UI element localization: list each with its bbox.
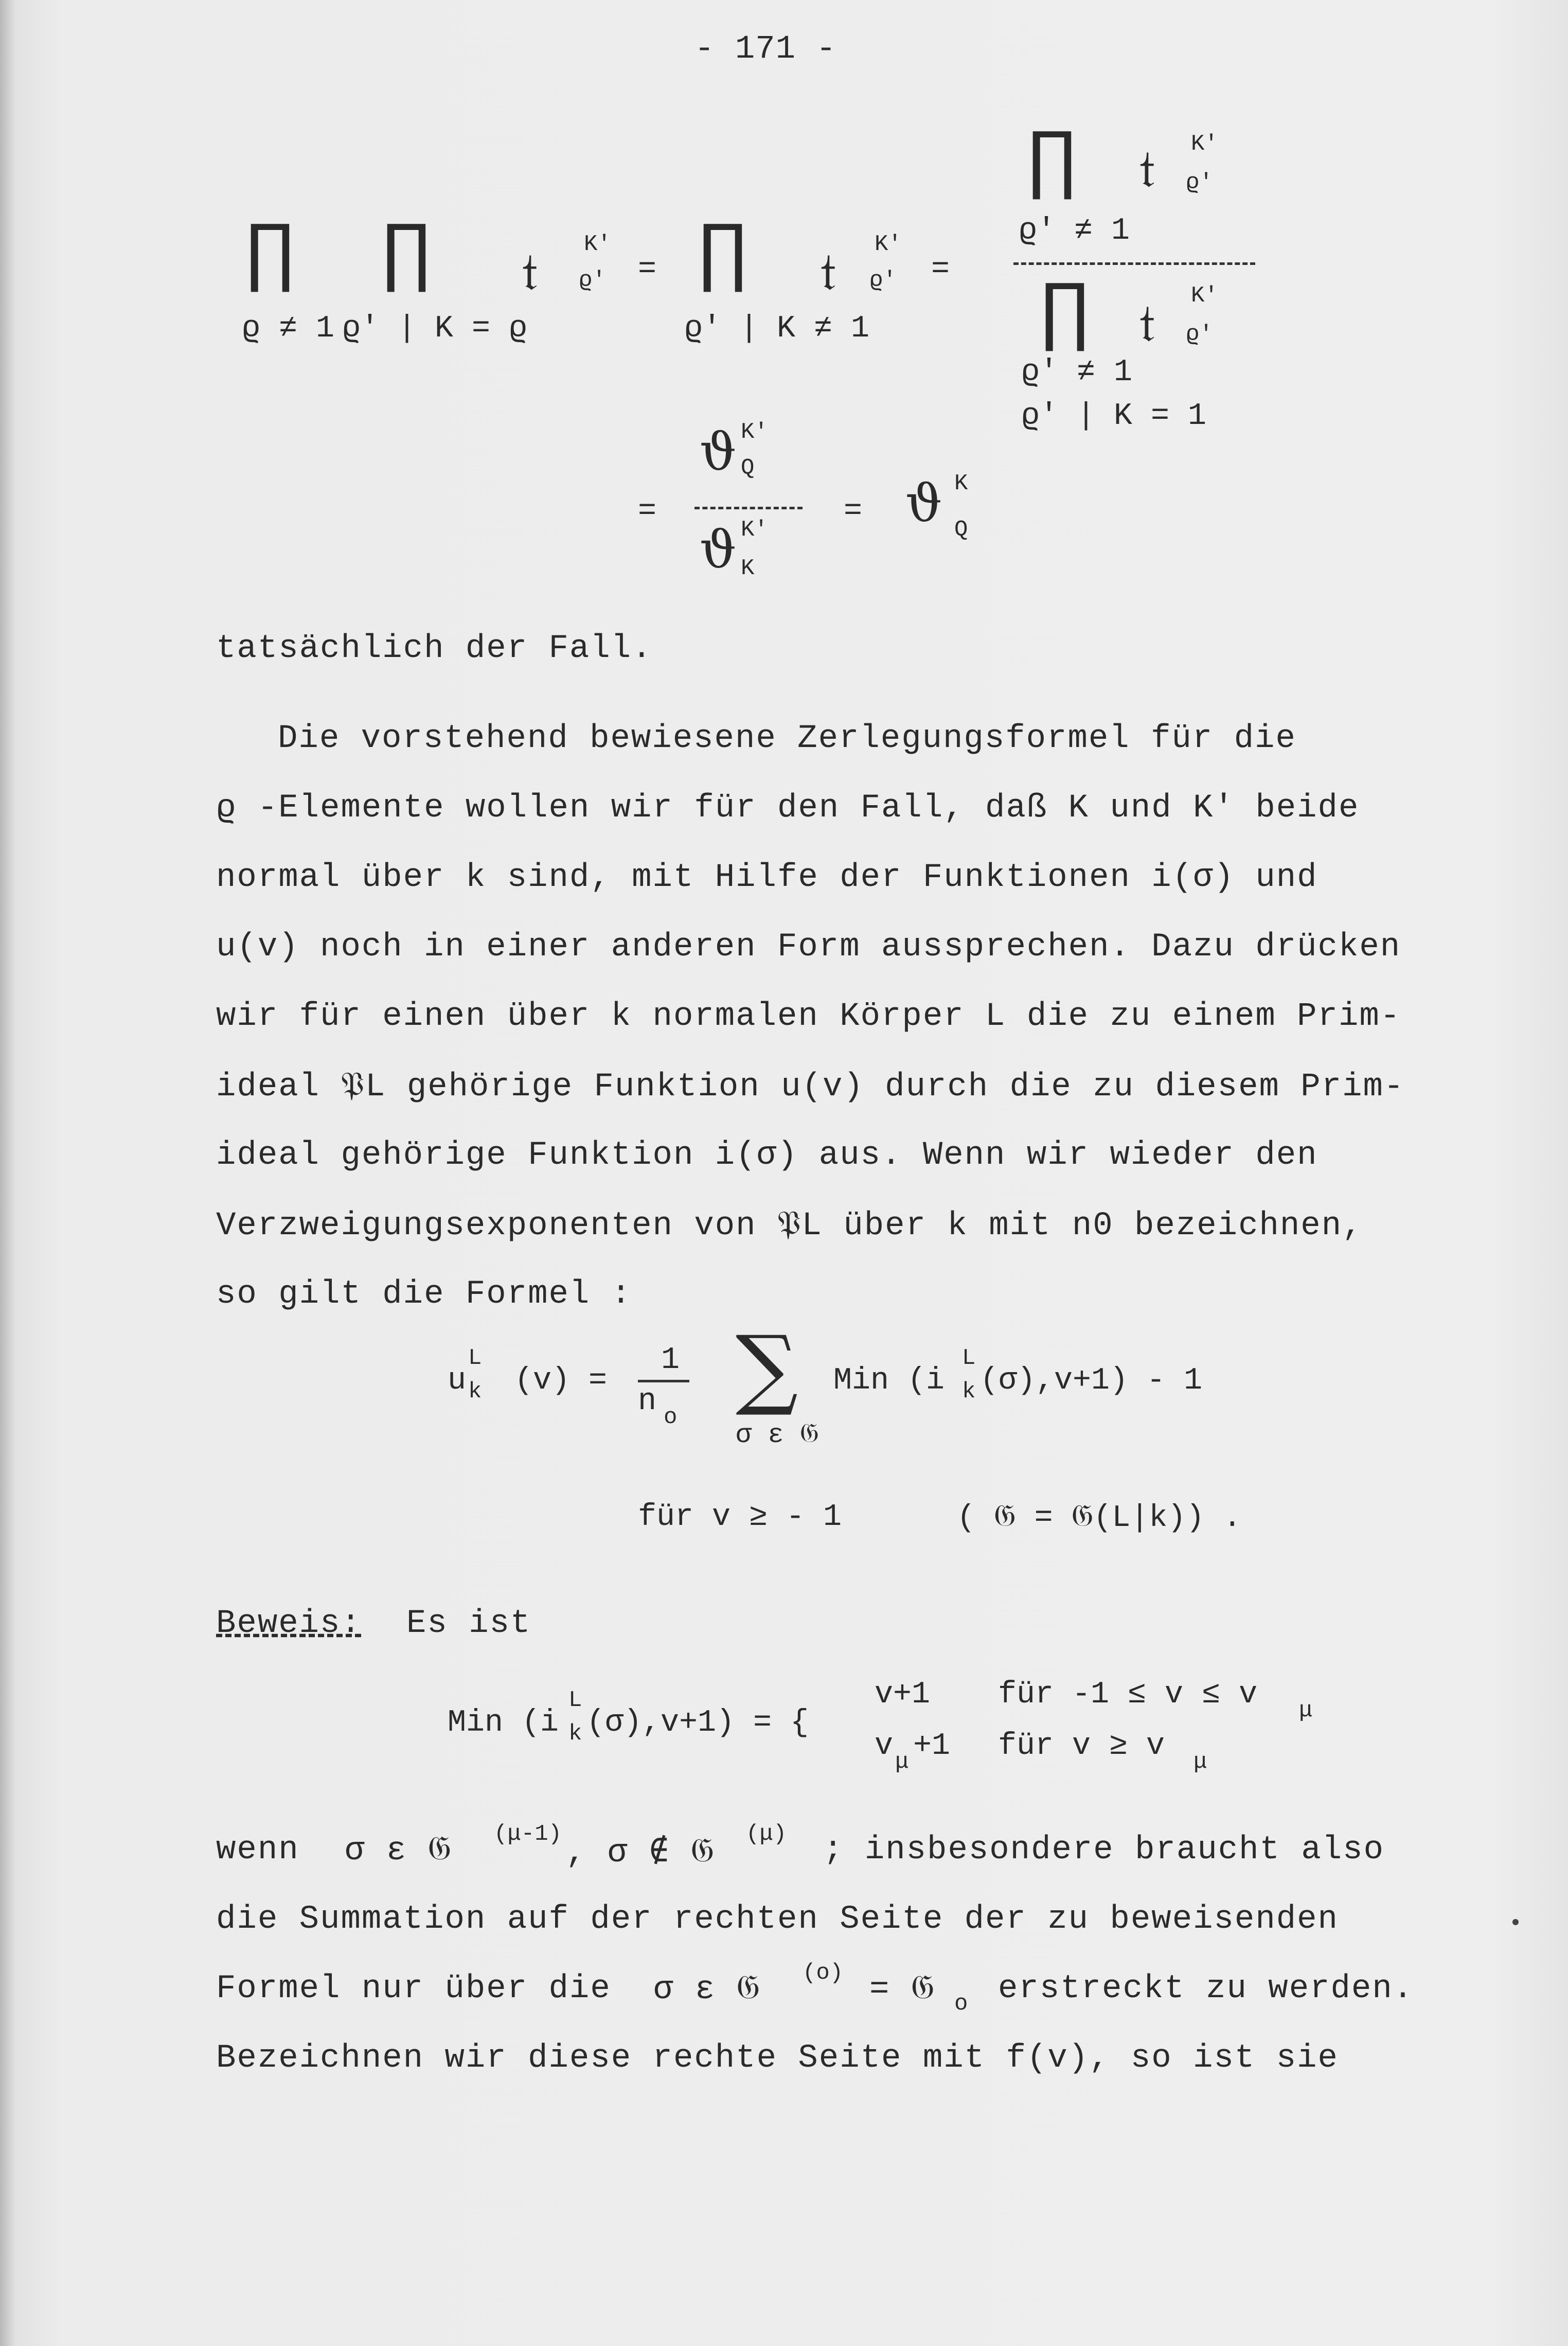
theta-result-sup: K (954, 471, 968, 496)
fraction-denominator-var: 𝔱 (1139, 293, 1155, 353)
var-t-1-sub: ϱ' (579, 268, 606, 293)
fraction-bar-2 (694, 507, 803, 509)
fraction-denominator-subscript-1: ϱ' ≠ 1 (1021, 355, 1133, 390)
closing-line-3a: Formel nur über die (216, 1970, 611, 2007)
u-condition-2: ( 𝔊 = 𝔊(L|k)) . (957, 1501, 1242, 1536)
text-line-8: ideal gehörige Funktion i(σ) aus. Wenn wir wieder den (216, 1137, 1318, 1174)
sum-subscript: σ ε 𝔊 (736, 1420, 819, 1450)
u-frac-den: n (638, 1384, 657, 1419)
closing-line-3b-sup: (o) (803, 1960, 844, 1986)
theta-denominator-sup: K' (741, 517, 768, 543)
fraction-numerator-sup: K' (1191, 131, 1218, 157)
case-1-condition-sub: μ (1299, 1698, 1313, 1723)
product-symbol-3: ∏ (700, 211, 746, 298)
var-t-2-sub: ϱ' (869, 268, 897, 293)
closing-line-1c-sup: (μ) (746, 1821, 787, 1847)
equals-2: = (931, 252, 950, 287)
closing-line-3b: σ ε 𝔊 (653, 1971, 761, 2009)
u-condition: für v ≥ - 1 (638, 1500, 842, 1535)
closing-line-1b-sup: (μ-1) (494, 1821, 562, 1847)
equals-1: = (638, 252, 657, 287)
case-2-value-tail: +1 (913, 1729, 951, 1764)
text-line-10: so gilt die Formel : (216, 1276, 632, 1313)
theta-result: ϑ (905, 473, 942, 534)
beweis-label: Beweis: (216, 1605, 362, 1642)
u-frac-den-sub: o (664, 1405, 678, 1430)
equals-4: = (844, 494, 863, 529)
page-number: - 171 - (694, 31, 836, 68)
fraction-bar-1 (1013, 262, 1255, 265)
theta-numerator-sup: K' (741, 419, 768, 445)
theta-numerator-sub: Q (741, 455, 755, 481)
text-line-7: ideal 𝔓L gehörige Funktion u(v) durch die zu diesem Prim- (216, 1069, 1405, 1106)
u-rhs-tail: (σ),v+1) - 1 (980, 1363, 1203, 1398)
u-rhs-sup: L (962, 1345, 976, 1371)
case-1-condition: für -1 ≤ v ≤ v (998, 1677, 1258, 1712)
min-lhs: Min (i (448, 1705, 559, 1740)
text-line-3: ϱ -Elemente wollen wir für den Fall, daß K und K' beide (216, 790, 1360, 827)
u-frac-bar (638, 1380, 689, 1382)
u-rhs: Min (i (833, 1363, 945, 1398)
closing-line-2: die Summation auf der rechten Seite der zu beweisenden (216, 1901, 1339, 1938)
beweis-text: Es ist (406, 1605, 531, 1642)
closing-line-1b: σ ε 𝔊 (345, 1833, 453, 1870)
min-lhs-tail: (σ),v+1) = { (586, 1705, 809, 1740)
var-t-2-sup: K' (875, 232, 902, 257)
u-frac-num: 1 (661, 1343, 680, 1378)
var-t-1-sup: K' (584, 232, 611, 257)
product-symbol-1: ∏ (247, 211, 294, 298)
sum-symbol: ∑ (736, 1317, 798, 1419)
fraction-denominator-sub: ϱ' (1186, 322, 1213, 347)
case-2-value: v (875, 1729, 894, 1764)
u-arg: (v) = (514, 1363, 608, 1398)
theta-denominator-sub: K (741, 556, 755, 581)
u-lhs-sup: L (468, 1345, 482, 1371)
text-line-2: Die vorstehend bewiesene Zerlegungsformel für die (278, 720, 1296, 757)
fraction-numerator-product: ∏ (1029, 118, 1076, 206)
text-line-6: wir für einen über k normalen Körper L die zu einem Prim- (216, 998, 1401, 1035)
product-2-subscript: ϱ' | K = ϱ (342, 311, 528, 346)
fraction-denominator-sup: K' (1191, 283, 1218, 309)
u-lhs-sub: k (468, 1379, 482, 1405)
text-line-9: Verzweigungsexponenten von 𝔓L über k mit n0 bezeichnen, (216, 1207, 1363, 1245)
text-line-4: normal über k sind, mit Hilfe der Funktionen i(σ) und (216, 859, 1318, 896)
product-1-subscript: ϱ ≠ 1 (242, 311, 335, 346)
product-symbol-2: ∏ (383, 211, 430, 298)
closing-line-1a: wenn (216, 1832, 299, 1869)
product-3-subscript: ϱ' | K ≠ 1 (684, 311, 870, 346)
var-t-1: 𝔱 (522, 242, 538, 302)
case-2-condition: für v ≥ v (998, 1729, 1165, 1764)
closing-line-3c: = 𝔊 (869, 1971, 936, 2009)
fraction-denominator-product: ∏ (1042, 270, 1089, 358)
scan-speck (1512, 1919, 1519, 1925)
min-lhs-sup: L (568, 1687, 582, 1713)
closing-line-4: Bezeichnen wir diese rechte Seite mit f(v), so ist sie (216, 2040, 1339, 2077)
case-2-condition-sub: μ (1193, 1749, 1207, 1775)
theta-denominator: ϑ (700, 520, 737, 580)
closing-line-3c-sub: o (954, 1991, 968, 2017)
closing-line-1d: ; insbesondere braucht also (823, 1832, 1384, 1869)
case-2-value-sub: μ (895, 1749, 909, 1775)
fraction-numerator-var: 𝔱 (1139, 139, 1155, 199)
text-line-5: u(v) noch in einer anderen Form aussprechen. Dazu drücken (216, 929, 1401, 966)
closing-line-1c: , σ ∉ 𝔊 (566, 1835, 716, 1872)
theta-result-sub: Q (954, 517, 968, 543)
case-1-value: v+1 (875, 1677, 931, 1712)
u-rhs-sub: k (962, 1379, 976, 1405)
min-lhs-sub: k (568, 1721, 582, 1747)
fraction-denominator-subscript-2: ϱ' | K = 1 (1021, 399, 1207, 434)
text-line-1: tatsächlich der Fall. (216, 630, 653, 667)
fraction-numerator-sub: ϱ' (1186, 170, 1213, 196)
theta-numerator: ϑ (700, 422, 737, 482)
equals-3: = (638, 494, 657, 529)
u-lhs: u (448, 1363, 467, 1398)
fraction-numerator-subscript: ϱ' ≠ 1 (1019, 214, 1130, 248)
closing-line-3d: erstreckt zu werden. (998, 1970, 1414, 2007)
var-t-2: 𝔱 (821, 242, 836, 302)
